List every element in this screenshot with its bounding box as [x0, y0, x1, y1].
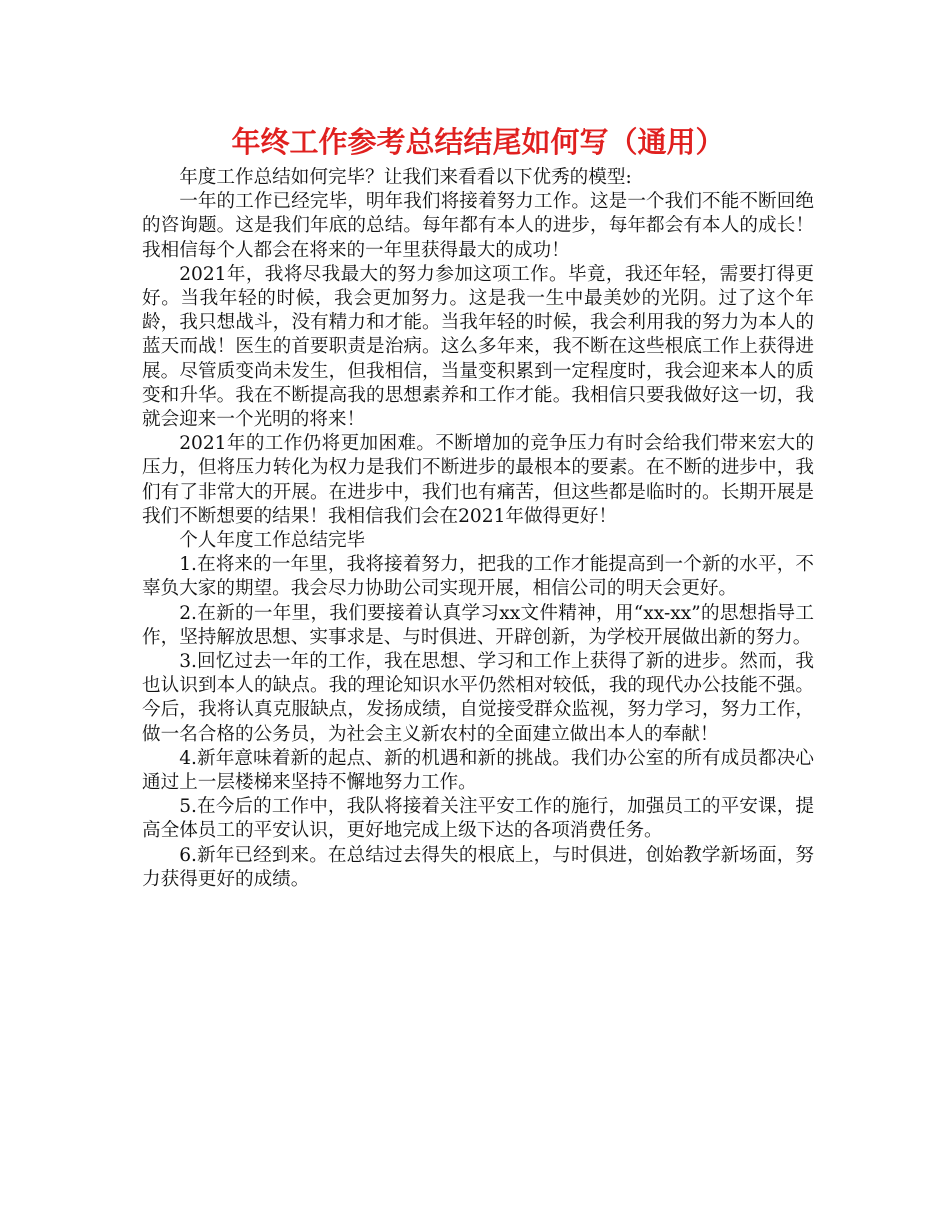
list-item-3: 3.回忆过去一年的工作，我在思想、学习和工作上获得了新的进步。然而，我也认识到本人的缺点。我的理论知识水平仍然相对较低，我的现代办公技能不强。今后，我将认真克服缺点，发扬成绩，自觉接受群众监视，努力学习，努力工作，做一名合格的公务员，为社会主义新农村的全面建立做出本人的奉献！ [142, 651, 814, 745]
paragraph-intro: 年度工作总结如何完毕？让我们来看看以下优秀的模型: [179, 167, 632, 188]
section-heading: 个人年度工作总结完毕 [179, 530, 366, 552]
list-item-6: 6.新年已经到来。在总结过去得失的根底上，与时俱进，创始教学新场面，努力获得更好的成绩。 [142, 844, 814, 890]
document-page [142, 118, 814, 892]
document-title: 年终工作参考总结结尾如何写（通用） [231, 125, 725, 159]
document-body [142, 166, 814, 892]
list-item-4: 4.新年意味着新的起点、新的机遇和新的挑战。我们办公室的所有成员都决心通过上一层楼梯来坚持不懈地努力工作。 [142, 747, 814, 794]
paragraph-3: 2021年的工作仍将更加困难。不断增加的竞争压力有时会给我们带来宏大的压力，但将压力转化为权力是我们不断进步的最根本的要素。在不断的进步中，我们有了非常大的开展。在进步中，我们也有痛苦，但这些都是临时的。长期开展是我们不断想要的结果！我相信我们会在2021年做得更好！ [142, 433, 814, 527]
list-item-5: 5.在今后的工作中，我队将接着关注平安工作的施行，加强员工的平安课，提高全体员工的平安认识，更好地完成上级下达的各项消费任务。 [142, 796, 814, 842]
list-item-1: 1.在将来的一年里，我将接着努力，把我的工作才能提高到一个新的水平，不辜负大家的期望。我会尽力协助公司实现开展，相信公司的明天会更好。 [142, 554, 814, 600]
paragraph-1: 一年的工作已经完毕，明年我们将接着努力工作。这是一个我们不能不断回绝的咨询题。这是我们年底的总结。每年都有本人的进步，每年都会有本人的成长！我相信每个人都会在将来的一年里获得最大的成功！ [142, 191, 814, 261]
paragraph-2: 2021年，我将尽我最大的努力参加这项工作。毕竟，我还年轻，需要打得更好。当我年轻的时候，我会更加努力。这是我一生中最美妙的光阴。过了这个年龄，我只想战斗，没有精力和才能。当我年轻的时候，我会利用我的努力为本人的蓝天而战！医生的首要职责是治病。这么多年来，我不断在这些根底工作上获得进展。尽管质变尚未发生，但我相信，当量变积累到一定程度时，我会迎来本人的质变和升华。我在不断提高我的思想素养和工作才能。我相信只要我做好这一切，我就会迎来一个光明的将来！ [142, 263, 814, 431]
list-item-2: 2.在新的一年里，我们要接着认真学习xx文件精神，用“xx-xx”的思想指导工作，坚持解放思想、实事求是、与时俱进、开辟创新，为学校开展做出新的努力。 [142, 602, 814, 648]
